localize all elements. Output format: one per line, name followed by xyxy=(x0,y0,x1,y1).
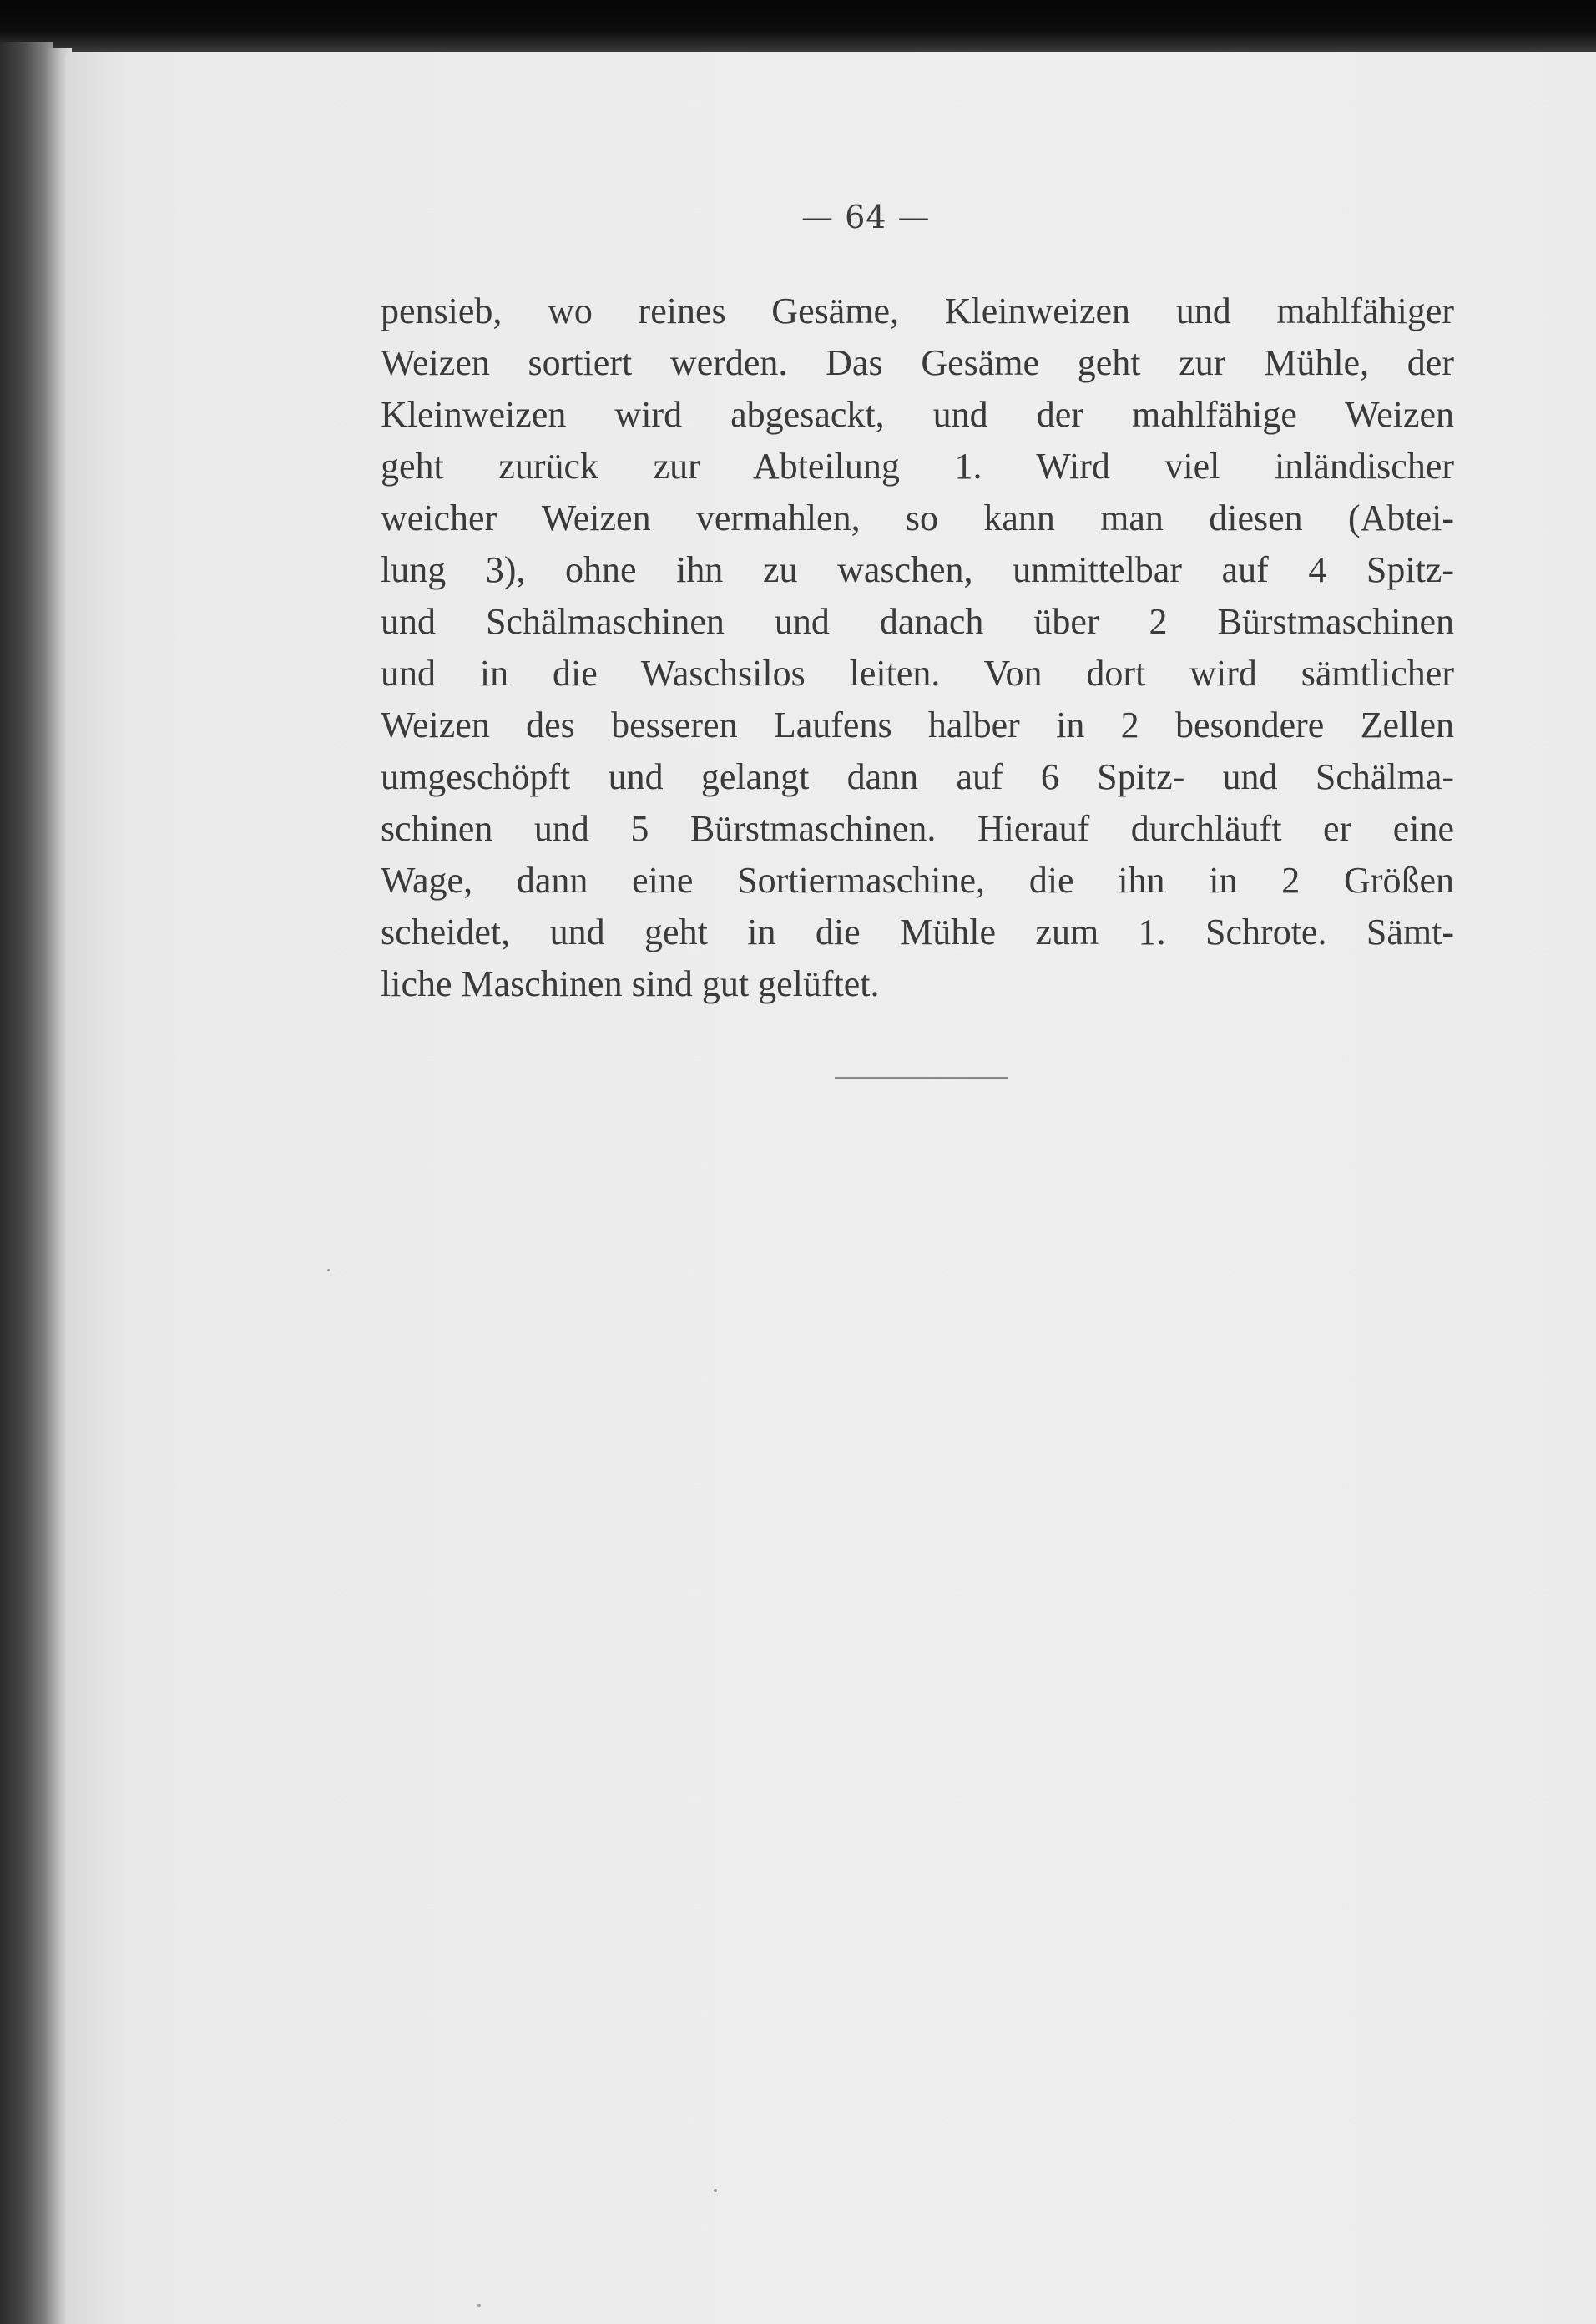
paper-speck xyxy=(327,1269,330,1271)
section-end-rule xyxy=(835,1077,1008,1079)
text-line: Weizen sortiert werden. Das Gesäme geht zur Mühle, der xyxy=(381,342,1454,383)
book-top-shadow xyxy=(0,0,1596,52)
text-line: und Schälmaschinen und danach über 2 Bürstmaschinen xyxy=(381,601,1454,642)
text-line: und in die Waschsilos leiten. Von dort wird sämtlicher xyxy=(381,653,1454,694)
text-line: Weizen des besseren Laufens halber in 2 besondere Zellen xyxy=(381,705,1454,745)
text-line: Kleinweizen wird abgesackt, und der mahlfähige Weizen xyxy=(381,394,1454,435)
text-line: umgeschöpft und gelangt dann auf 6 Spitz- und Schälma- xyxy=(381,756,1454,797)
page-number: — 64 — xyxy=(801,199,931,235)
text-line: Wage, dann eine Sortiermaschine, die ihn in 2 Größen xyxy=(381,860,1454,901)
text-line: pensieb, wo reines Gesäme, Kleinweizen und mahlfähiger xyxy=(381,290,1454,331)
book-spine xyxy=(0,42,53,2324)
text-line: scheidet, und geht in die Mühle zum 1. Schrote. Sämt- xyxy=(381,912,1454,952)
paper-speck xyxy=(477,2304,481,2307)
text-line: schinen und 5 Bürstmaschinen. Hierauf durchläuft er eine xyxy=(381,808,1454,849)
text-line: weicher Weizen vermahlen, so kann man diesen (Abtei- xyxy=(381,498,1454,538)
text-line: lung 3), ohne ihn zu waschen, unmittelbar auf 4 Spitz- xyxy=(381,549,1454,590)
text-line: geht zurück zur Abteilung 1. Wird viel inländischer xyxy=(381,446,1454,487)
text-line: liche Maschinen sind gut gelüftet. xyxy=(381,963,880,1004)
paper-speck xyxy=(714,2189,717,2192)
body-paragraph xyxy=(381,285,1454,1010)
